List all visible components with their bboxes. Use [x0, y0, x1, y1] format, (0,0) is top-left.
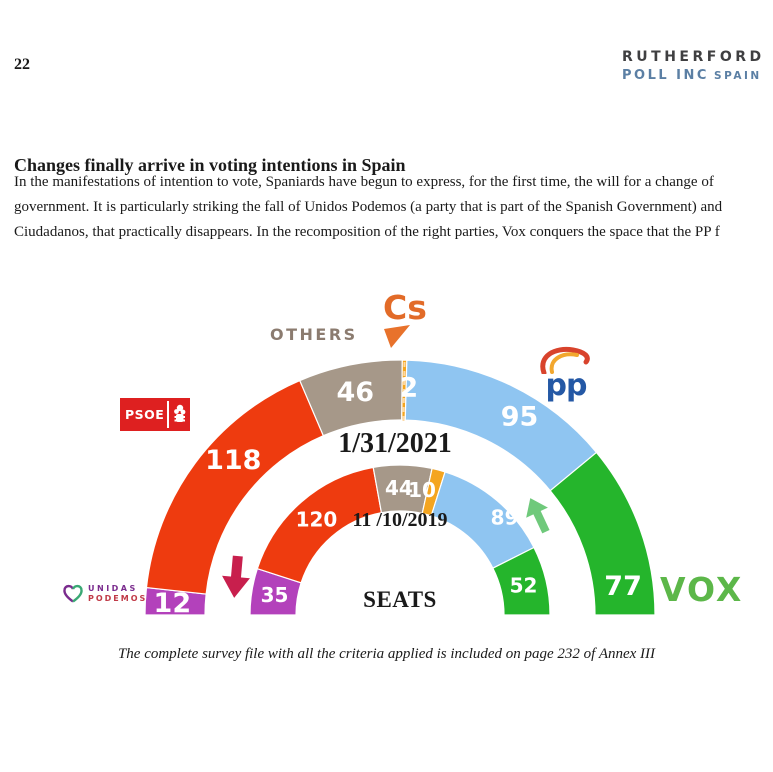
unidas-podemos-logo: [62, 584, 147, 605]
brand-logo: [622, 50, 765, 84]
seat-count-label: 44: [384, 476, 413, 501]
vox-logo: VOX: [660, 570, 744, 609]
outer-ring-date-label: 1/31/2021: [338, 428, 452, 459]
seat-count-label: 12: [153, 588, 192, 620]
seat-count-label: 2: [399, 372, 419, 404]
others-segment-label: OTHERS: [270, 325, 358, 344]
page-number: 22: [14, 56, 30, 73]
right-bloc-trend-up-arrow: [519, 493, 556, 537]
seat-count-label: 77: [604, 571, 642, 603]
brand-name: RUTHERFORD: [622, 49, 765, 65]
psoe-wordmark: PSOE: [125, 407, 165, 422]
arrow-head: [519, 493, 548, 518]
inner-ring-date-label: 11 /10/2019: [352, 509, 448, 531]
seat-count-label: 10: [408, 477, 436, 502]
seat-count-label: 95: [500, 401, 539, 433]
seat-count-label: 52: [509, 573, 538, 598]
pp-wordmark: pp: [545, 368, 587, 403]
seat-count-label: 89: [490, 505, 519, 530]
arrow-head: [220, 576, 250, 599]
brand-subtitle: POLL INC: [622, 68, 709, 84]
pp-logo: [531, 346, 601, 401]
psoe-trend-down-arrow: [220, 555, 252, 599]
body-line: Ciudadanos, that practically disappears. In the recomposition of the right parties, Vox conquers the space that the PP f: [14, 224, 720, 240]
seat-count-label: 118: [205, 444, 262, 476]
podemos-line: PODEMOS: [88, 594, 148, 604]
seat-count-label: 35: [260, 583, 289, 608]
ciudadanos-logo: [383, 288, 439, 355]
article-body: [14, 170, 773, 245]
ciudadanos-triangle-icon: [383, 324, 413, 350]
seat-count-label: 46: [336, 376, 375, 408]
body-line: In the manifestations of intention to vote, Spaniards have begun to express, for the first time, the will for a change of: [14, 174, 714, 190]
psoe-fist-rose-icon: [169, 403, 190, 426]
unidas-podemos-heart-icon: [62, 584, 84, 604]
arrow-stem: [231, 556, 243, 580]
unidas-line: UNIDAS: [88, 584, 138, 593]
body-line: government. It is particularly striking the fall of Unidos Podemos (a party that is part of the Spanish Government) and: [14, 199, 723, 215]
footer-note: The complete survey file with all the criteria applied is included on page 232 of Annex III: [117, 646, 656, 662]
brand-region: SPAIN: [714, 70, 762, 83]
article-heading: Changes finally arrive in voting intentions in Spain: [14, 155, 406, 176]
psoe-logo: [120, 398, 190, 431]
seats-unit-label: SEATS: [363, 587, 437, 612]
seat-count-label: 120: [295, 507, 338, 532]
unidas-podemos-wordmark: [88, 584, 147, 605]
ciudadanos-wordmark: Cs: [383, 288, 427, 327]
